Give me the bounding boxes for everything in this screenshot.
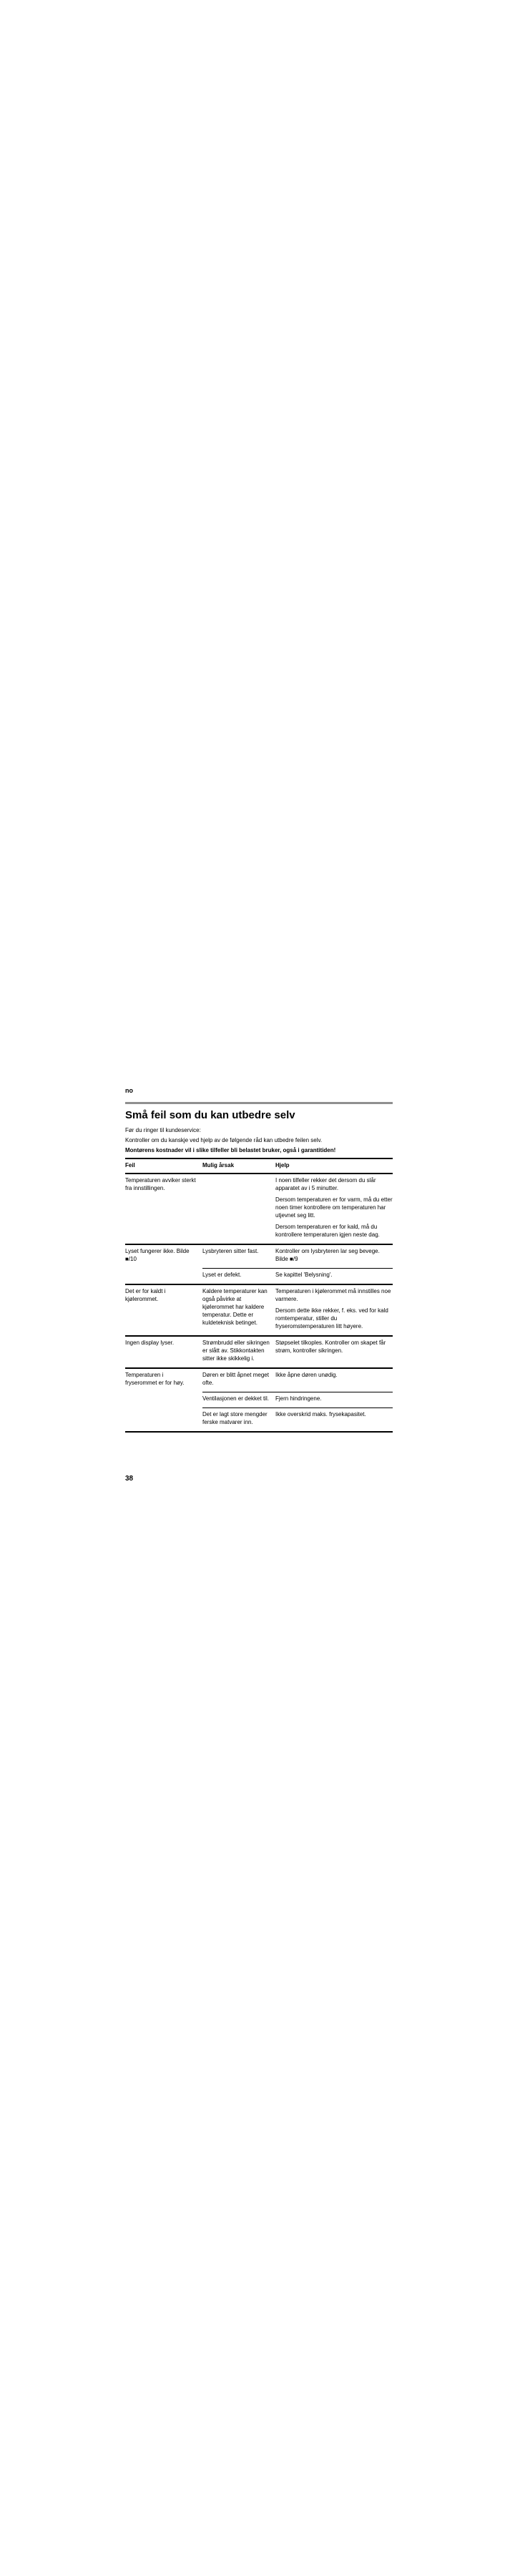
help-paragraph: Dersom dette ikke rekker, f. eks. ved for kald romtemperatur, stiller du fryseromstemperaturen litt høyere.: [275, 1307, 388, 1330]
help-cell: [275, 1245, 393, 1268]
help-cell: [275, 1174, 393, 1244]
intro-line-check-hints: Kontroller om du kanskje ved hjelp av de følgende råd kan utbedre feilen selv.: [125, 1137, 323, 1143]
table-subrow: [202, 1337, 393, 1367]
table-subrow: [202, 1369, 393, 1392]
help-paragraph: Se kapittel 'Belysning'.: [275, 1272, 333, 1278]
help-cell: [275, 1337, 393, 1367]
cause-cell: Lysbryteren sitter fast.: [202, 1248, 259, 1254]
table-row: [125, 1335, 393, 1367]
help-paragraph: Ikke åpne døren unødig.: [275, 1372, 338, 1378]
fault-cell: Det er for kaldt i kjølerommet.: [125, 1288, 166, 1302]
help-cell: [275, 1392, 393, 1407]
table-subrow: [202, 1268, 393, 1284]
cause-cell: Lyset er defekt.: [202, 1272, 242, 1278]
cause-cell: Kaldere temperaturer kan også påvirke at kjølerommet har kaldere temperatur. Dette er kuldeteknisk betinget.: [202, 1288, 268, 1326]
help-cell: [275, 1285, 393, 1335]
table-subrow: [202, 1392, 393, 1407]
help-paragraph: Temperaturen i kjølerommet må innstilles noe varmere.: [275, 1288, 391, 1302]
table-row: [125, 1367, 393, 1431]
help-paragraph: Støpselet tilkoples. Kontroller om skapet får strøm, kontroller sikringen.: [275, 1340, 386, 1354]
subrow-container: [202, 1337, 393, 1367]
fault-cell: Temperaturen i fryserommet er for høy.: [125, 1372, 185, 1386]
troubleshooting-table: [125, 1158, 393, 1433]
help-paragraph: Dersom temperaturen er for varm, må du etter noen timer kontrollere om temperaturen har utjevnet seg litt.: [275, 1196, 393, 1219]
help-cell: [275, 1408, 393, 1431]
cause-cell: [202, 1174, 275, 1244]
table-subrow: [202, 1285, 393, 1335]
help-paragraph: Dersom temperaturen er for kald, må du kontrollere temperaturen igjen neste dag.: [275, 1224, 380, 1238]
cause-cell: Ventilasjonen er dekket til.: [202, 1395, 269, 1402]
intro-line-before-service-call: Før du ringer til kundeservice:: [125, 1127, 201, 1133]
fault-cell: Lyset fungerer ikke. Bilde ■/10: [125, 1248, 190, 1262]
help-paragraph: Ikke overskrid maks. frysekapasitet.: [275, 1411, 366, 1418]
table-row: [125, 1284, 393, 1335]
language-code-label: no: [125, 1087, 133, 1094]
column-header-fault: Feil: [125, 1162, 135, 1169]
cause-cell: Døren er blitt åpnet meget ofte.: [202, 1372, 269, 1386]
column-header-help: Hjelp: [275, 1162, 290, 1169]
table-subrow: [202, 1174, 393, 1244]
table-header-row: [125, 1158, 393, 1174]
subrow-container: [202, 1369, 393, 1431]
page-number: 38: [125, 1475, 134, 1483]
help-paragraph: Kontroller om lysbryteren lar seg bevege. Bilde ■/9: [275, 1248, 380, 1262]
cause-cell: Strømbrudd eller sikringen er slått av. Stikkontakten sitter ikke skikkelig i.: [202, 1340, 270, 1362]
subrow-container: [202, 1174, 393, 1244]
table-row: [125, 1244, 393, 1284]
help-cell: [275, 1269, 393, 1284]
page-title: Små feil som du kan utbedre selv: [125, 1109, 295, 1121]
header-rule: [125, 1102, 393, 1104]
fault-cell: Ingen display lyser.: [125, 1340, 175, 1346]
subrow-container: [202, 1245, 393, 1284]
help-cell: [275, 1369, 393, 1392]
table-row: [125, 1174, 393, 1244]
header-subrow-container: [202, 1159, 393, 1173]
page-content: [125, 1087, 393, 1433]
help-paragraph: I noen tilfeller rekker det dersom du slår apparatet av i 5 minutter.: [275, 1177, 376, 1191]
cause-cell: Det er lagt store mengder ferske matvarer inn.: [202, 1411, 268, 1425]
table-subrow: [202, 1245, 393, 1268]
help-paragraph: Fjern hindringene.: [275, 1395, 322, 1402]
subrow-container: [202, 1285, 393, 1335]
intro-line-cost-warning: Montørens kostnader vil i slike tilfeller bli belastet bruker, også i garantitiden!: [125, 1147, 336, 1153]
fault-cell: Temperaturen avviker sterkt fra innstillingen.: [125, 1177, 196, 1191]
table-subrow: [202, 1407, 393, 1431]
header-subrow: [202, 1159, 393, 1173]
column-header-possible-cause: Mulig årsak: [202, 1162, 235, 1169]
table-body: [125, 1174, 393, 1431]
